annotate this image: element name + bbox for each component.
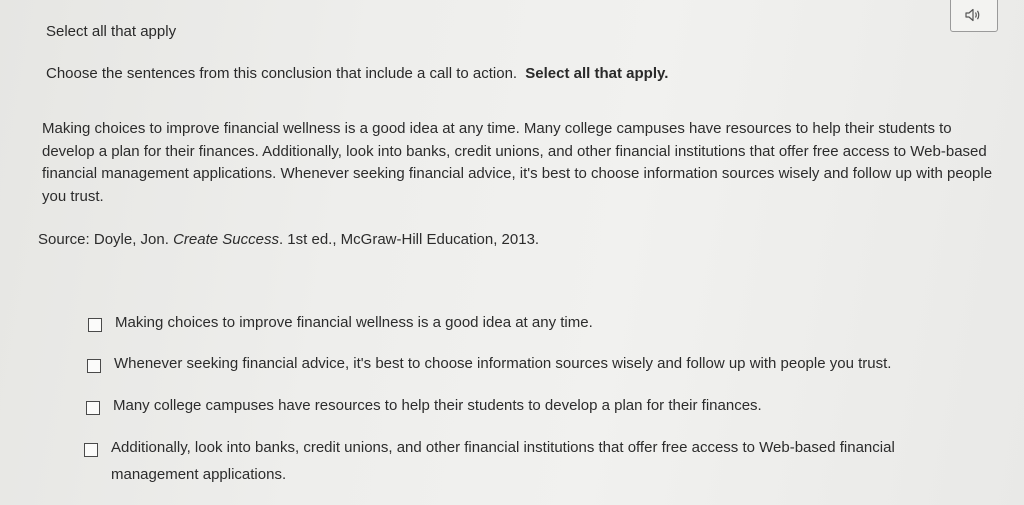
prompt-emphasis: Select all that apply. bbox=[525, 65, 669, 82]
option-label: Many college campuses have resources to help their students to develop a plan for their finances. bbox=[113, 397, 762, 414]
checkbox[interactable] bbox=[88, 318, 102, 332]
audio-button[interactable] bbox=[950, 0, 998, 32]
source-prefix: Source: Doyle, Jon. bbox=[38, 231, 169, 248]
checkbox[interactable] bbox=[87, 359, 101, 373]
checkbox[interactable] bbox=[84, 443, 98, 457]
option-label: Whenever seeking financial advice, it's best to choose information sources wisely and follow up with people you trust. bbox=[114, 355, 892, 372]
option-label: Additionally, look into banks, credit unions, and other financial institutions that offer free access to Web-based financial management applications. bbox=[111, 439, 895, 483]
answer-option-4[interactable] bbox=[84, 440, 984, 488]
prompt-text: Choose the sentences from this conclusion that include a call to action. bbox=[46, 65, 518, 82]
answer-option-2[interactable] bbox=[87, 356, 891, 377]
question-prompt bbox=[46, 65, 668, 82]
checkbox[interactable] bbox=[86, 401, 100, 415]
source-citation bbox=[38, 231, 539, 248]
speaker-icon bbox=[965, 8, 983, 27]
conclusion-passage: Making choices to improve financial wellness is a good idea at any time. Many college campuses have resources to help their students to develop a plan for their finances. Additionally, look into banks, credit unions, and other financial institutions that offer free access to Web-based financial management applications. Whenever seeking financial advice, it's best to choose information sources wisely and follow up with people you trust. bbox=[42, 120, 993, 205]
source-suffix: . 1st ed., McGraw-Hill Education, 2013. bbox=[278, 231, 540, 248]
answer-option-1[interactable] bbox=[88, 315, 593, 336]
answer-option-3[interactable] bbox=[86, 398, 762, 419]
source-title: Create Success bbox=[173, 231, 279, 248]
option-label: Making choices to improve financial wellness is a good idea at any time. bbox=[115, 314, 593, 331]
question-type-heading: Select all that apply bbox=[46, 23, 177, 40]
